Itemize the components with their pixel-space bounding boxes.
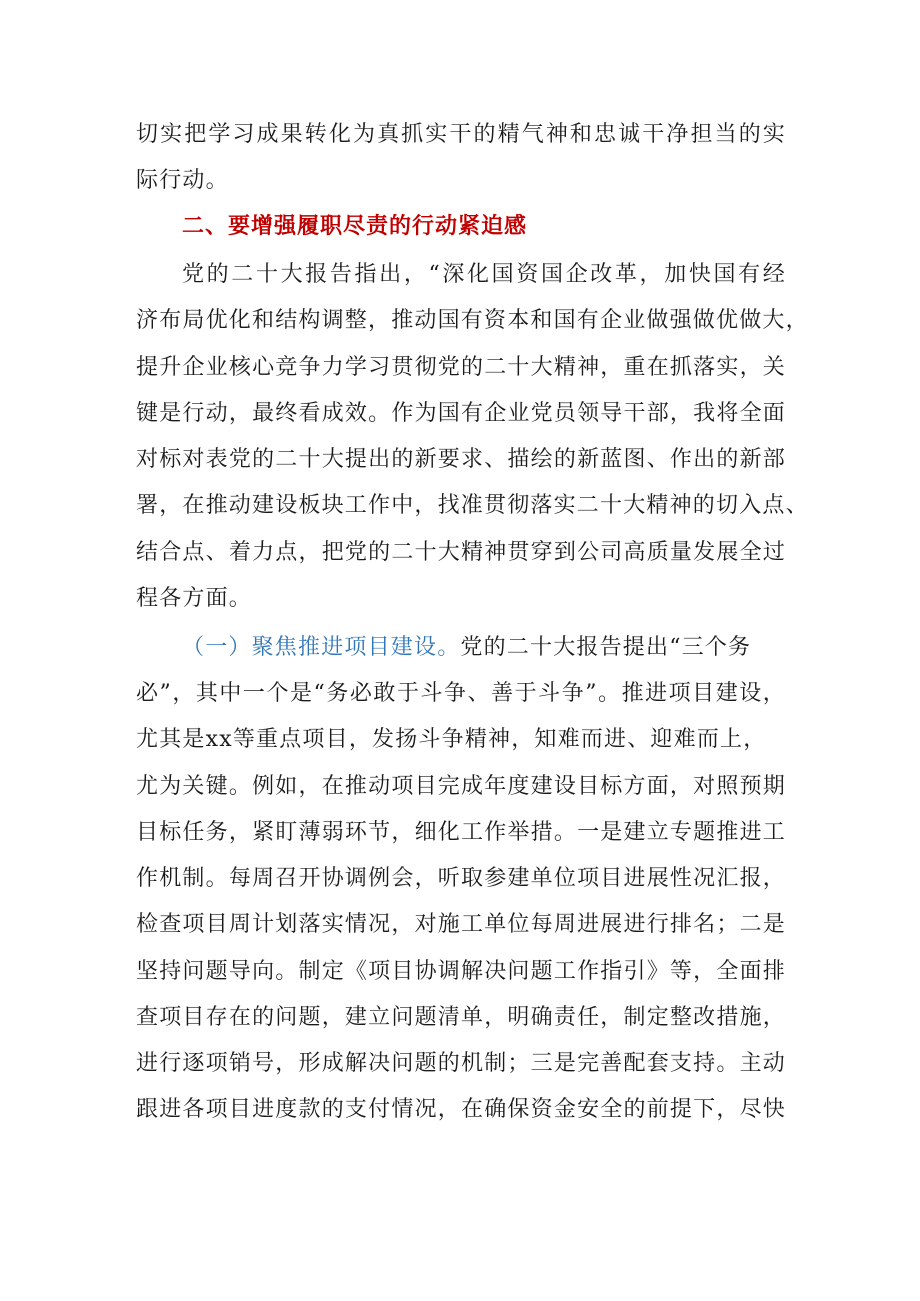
paragraph-line: 切实把学习成果转化为真抓实干的精气神和忠诚干净担当的实 (136, 122, 786, 147)
paragraph-line: 际行动。 (136, 168, 229, 193)
paragraph-line: 济布局优化和结构调整，推动国有资本和国有企业做强做优做大， (136, 308, 809, 333)
paragraph-line: 尤为关键。例如，在推动项目完成年度建设目标方面，对照预期 (136, 774, 786, 799)
paragraph-line: 必”，其中一个是“务必敢于斗争、善于斗争”。推进项目建设， (136, 681, 786, 706)
subsection-first-line (182, 633, 786, 663)
paragraph-line: 党的二十大报告指出，“深化国资国企改革，加快国有经 (182, 262, 786, 287)
subsection-title: （一）聚焦推进项目建设。 (182, 635, 461, 660)
paragraph-line: 目标任务，紧盯薄弱环节，细化工作举措。一是建立专题推进工 (136, 820, 786, 845)
subsection-text: 党的二十大报告提出“三个务 (460, 635, 752, 660)
paragraph-line: 提升企业核心竞争力学习贯彻党的二十大精神，重在抓落实，关 (136, 355, 786, 380)
paragraph-line: 查项目存在的问题，建立问题清单，明确责任，制定整改措施， (136, 1005, 786, 1030)
paragraph-line: 检查项目周计划落实情况，对施工单位每周进展进行排名；二是 (136, 912, 786, 937)
section-heading: 二、要增强履职尽责的行动紧迫感 (182, 214, 528, 239)
paragraph-line: 对标对表党的二十大提出的新要求、描绘的新蓝图、作出的新部 (136, 447, 786, 472)
paragraph-line: 结合点、着力点，把党的二十大精神贯穿到公司高质量发展全过 (136, 540, 786, 565)
paragraph-line: 署，在推动建设板块工作中，找准贯彻落实二十大精神的切入点、 (136, 493, 809, 518)
paragraph-line: 尤其是xx等重点项目，发扬斗争精神，知难而进、迎难而上， (136, 727, 767, 752)
paragraph-line: 跟进各项目进度款的支付情况，在确保资金安全的前提下，尽快 (136, 1097, 786, 1122)
paragraph-line: 进行逐项销号，形成解决问题的机制；三是完善配套支持。主动 (136, 1051, 786, 1076)
paragraph-line: 键是行动，最终看成效。作为国有企业党员领导干部，我将全面 (136, 401, 786, 426)
paragraph-line: 作机制。每周召开协调例会，听取参建单位项目进展性况汇报， (136, 866, 786, 891)
paragraph-line: 程各方面。 (136, 586, 253, 611)
paragraph-line: 坚持问题导向。制定《项目协调解决问题工作指引》等，全面排 (136, 959, 786, 984)
